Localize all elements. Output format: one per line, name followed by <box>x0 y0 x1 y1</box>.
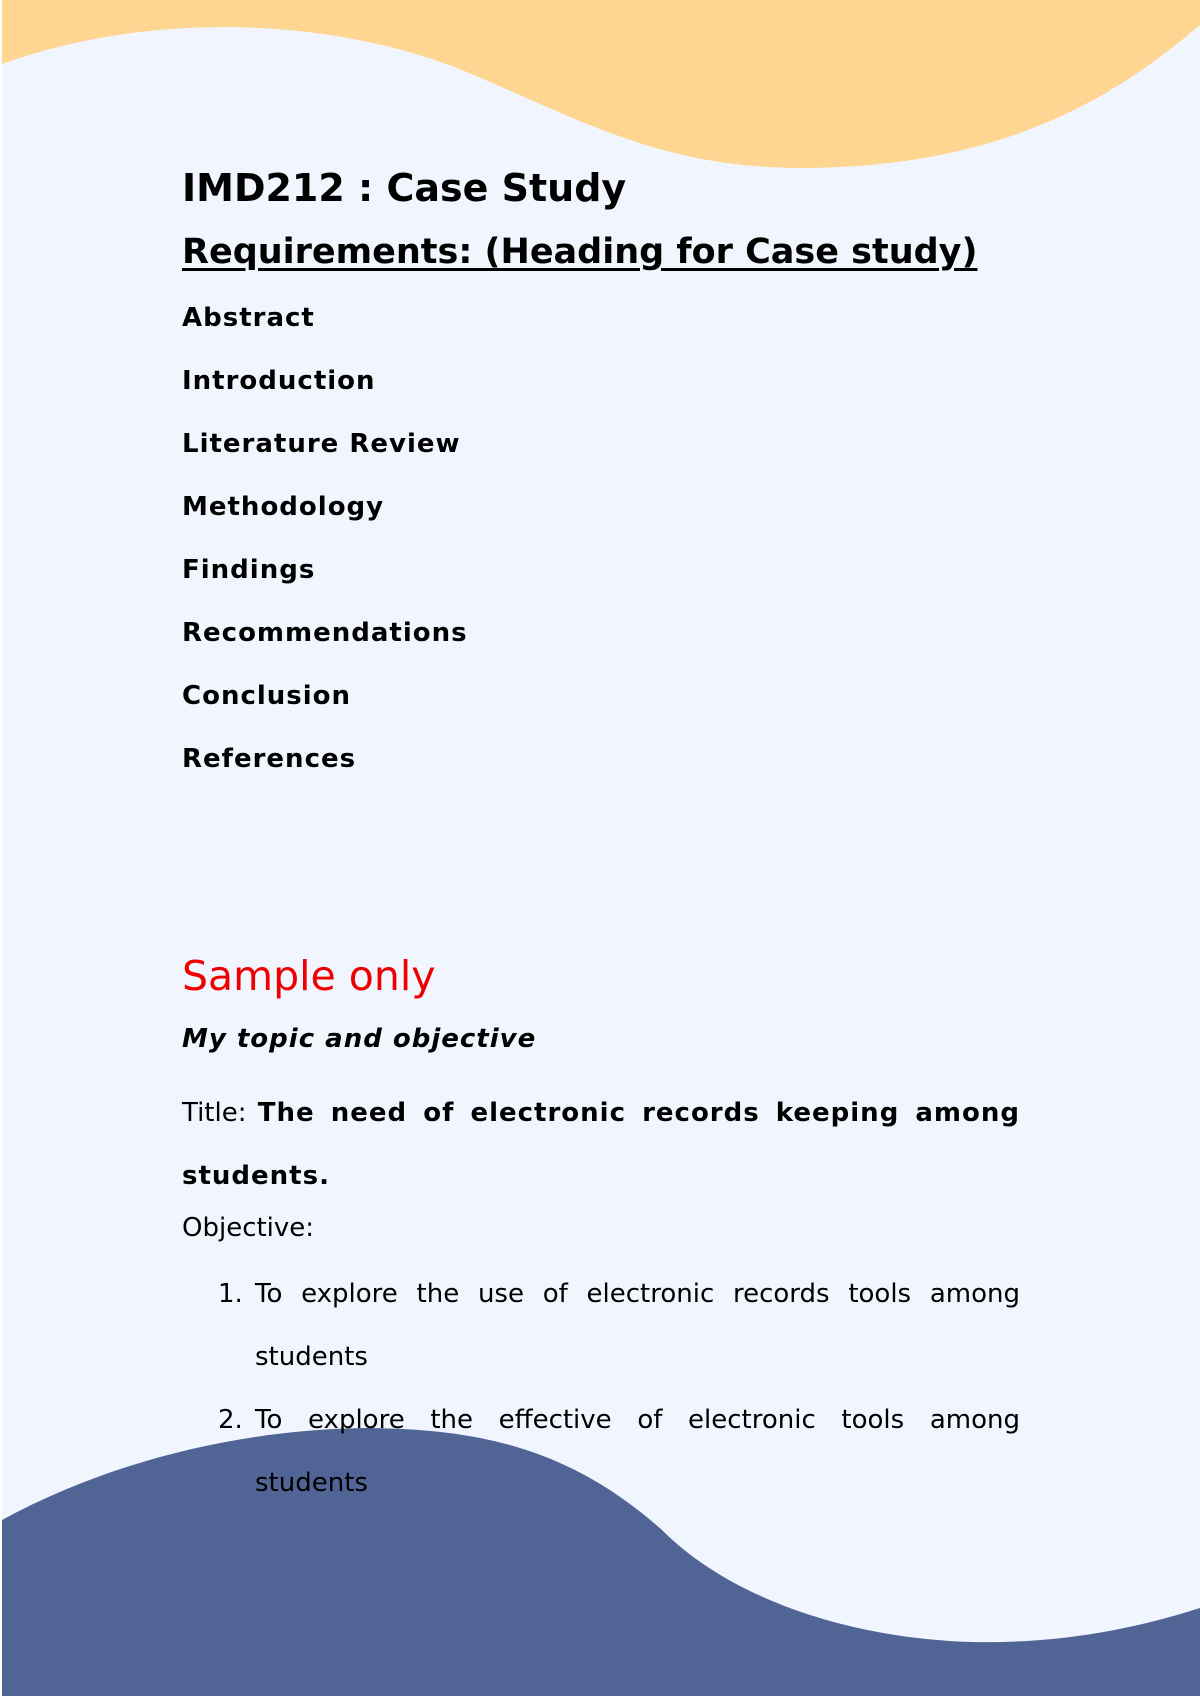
section-item: Introduction <box>182 366 376 396</box>
objective-list <box>182 1263 1020 1515</box>
section-item: Conclusion <box>182 681 352 711</box>
section-item: Literature Review <box>182 429 461 459</box>
section-item: Methodology <box>182 492 385 522</box>
title-label: Title: <box>182 1098 247 1128</box>
objective-number: 2. <box>218 1405 243 1435</box>
objective-text: To explore the use of electronic records tools among students <box>255 1279 1020 1372</box>
objective-item <box>182 1263 1020 1389</box>
section-item: References <box>182 744 357 774</box>
section-list <box>182 300 468 804</box>
document-title: IMD212 : Case Study <box>182 166 627 210</box>
sample-label: Sample only <box>182 952 436 1000</box>
topic-heading: My topic and objective <box>182 1024 537 1054</box>
objective-number: 1. <box>218 1279 243 1309</box>
section-item: Recommendations <box>182 618 468 648</box>
objective-item <box>182 1389 1020 1515</box>
requirements-heading: Requirements: (Heading for Case study) <box>182 232 978 272</box>
section-item: Abstract <box>182 303 315 333</box>
objective-text: To explore the effective of electronic tools among students <box>255 1405 1020 1498</box>
objective-label: Objective: <box>182 1213 315 1243</box>
topic-title <box>182 1082 1020 1208</box>
top-wave-shape <box>2 0 1200 168</box>
section-item: Findings <box>182 555 316 585</box>
title-value: The need of electronic records keeping among students. <box>182 1098 1020 1191</box>
document-page <box>2 0 1200 1696</box>
